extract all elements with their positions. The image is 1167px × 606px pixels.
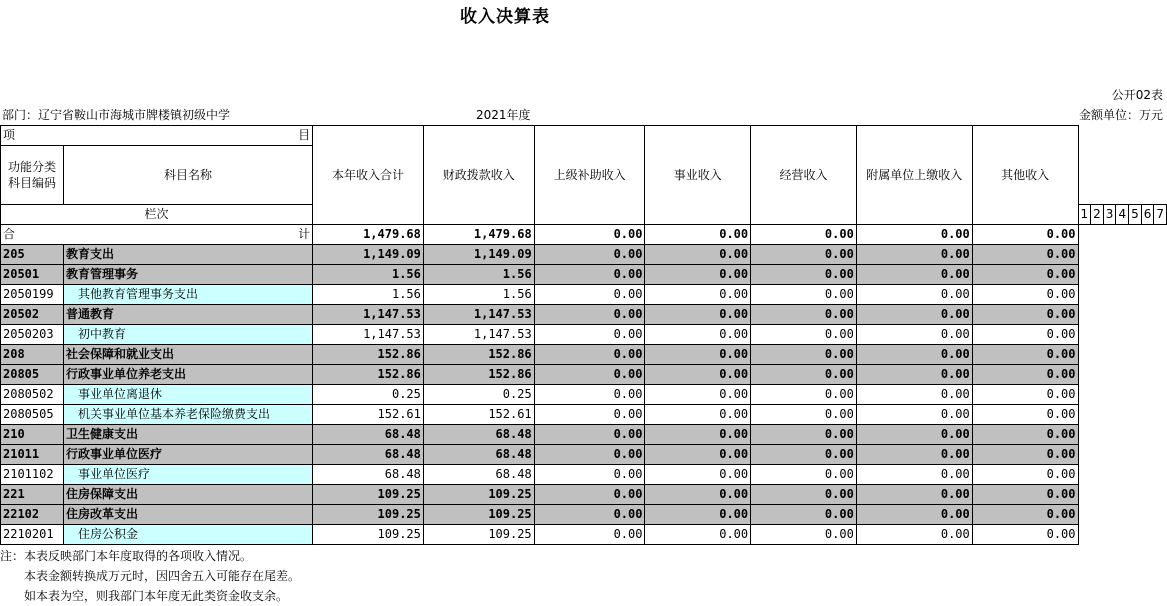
amount-cell: 1.56 <box>313 285 424 305</box>
amount-cell: 0.00 <box>534 245 645 265</box>
amount-cell: 0.00 <box>972 285 1078 305</box>
amount-cell: 0.00 <box>751 265 857 285</box>
amount-cell: 0.00 <box>856 365 972 385</box>
amount-cell: 0.00 <box>972 245 1078 265</box>
total-value: 0.00 <box>645 225 751 245</box>
subject-name: 卫生健康支出 <box>63 425 312 445</box>
amount-cell: 0.00 <box>645 525 751 545</box>
table-row <box>1 405 1167 425</box>
amount-cell: 0.00 <box>645 365 751 385</box>
subject-code: 221 <box>1 485 64 505</box>
amount-cell: 0.00 <box>534 505 645 525</box>
amount-cell: 0.00 <box>972 485 1078 505</box>
subject-name: 住房改革支出 <box>63 505 312 525</box>
table-number: 公开02表 <box>1111 88 1163 102</box>
total-ji: 计 <box>298 227 311 241</box>
subject-name: 社会保障和就业支出 <box>63 345 312 365</box>
subject-code: 20805 <box>1 365 64 385</box>
footnotes <box>0 546 300 606</box>
amount-cell: 0.00 <box>645 305 751 325</box>
amount-cell: 0.00 <box>751 465 857 485</box>
amount-cell: 0.00 <box>645 465 751 485</box>
table-row <box>1 345 1167 365</box>
amount-cell: 1,147.53 <box>313 325 424 345</box>
amount-cell: 0.00 <box>645 245 751 265</box>
amount-cell: 0.00 <box>972 445 1078 465</box>
amount-cell: 0.00 <box>972 425 1078 445</box>
amount-cell: 0.00 <box>534 285 645 305</box>
subject-name: 事业单位医疗 <box>63 465 312 485</box>
footnote: 注：本表反映部门本年度取得的各项收入情况。 <box>0 549 253 563</box>
amount-cell: 0.00 <box>856 285 972 305</box>
amount-cell: 0.00 <box>751 325 857 345</box>
subject-name: 其他教育管理事务支出 <box>63 285 312 305</box>
subject-code: 22102 <box>1 505 64 525</box>
amount-cell: 68.48 <box>423 465 534 485</box>
amount-cell: 0.00 <box>856 305 972 325</box>
amount-cell: 0.00 <box>534 425 645 445</box>
amount-cell: 152.86 <box>423 365 534 385</box>
amount-cell: 0.00 <box>972 525 1078 545</box>
amount-cell: 0.00 <box>972 465 1078 485</box>
amount-cell: 0.00 <box>856 425 972 445</box>
subject-name: 普通教育 <box>63 305 312 325</box>
mu-label: 目 <box>298 128 311 142</box>
amount-cell: 0.00 <box>856 485 972 505</box>
amount-cell: 0.00 <box>856 445 972 465</box>
table-row <box>1 525 1167 545</box>
amount-cell: 1,147.53 <box>423 305 534 325</box>
amount-cell: 109.25 <box>313 525 424 545</box>
amount-cell: 0.00 <box>751 285 857 305</box>
amount-cell: 0.00 <box>534 325 645 345</box>
col-header-4: 事业收入 <box>645 126 751 225</box>
subject-code: 2080505 <box>1 405 64 425</box>
subject-name: 行政事业单位养老支出 <box>63 365 312 385</box>
amount-cell: 0.00 <box>534 525 645 545</box>
xiang-mu-header <box>1 126 313 146</box>
amount-cell: 0.00 <box>645 345 751 365</box>
table-row <box>1 425 1167 445</box>
col-header-5: 经营收入 <box>751 126 857 225</box>
amount-cell: 1.56 <box>313 265 424 285</box>
amount-cell: 0.00 <box>856 245 972 265</box>
col-header-7: 其他收入 <box>972 126 1078 225</box>
amount-cell: 1,147.53 <box>313 305 424 325</box>
col-num-2: 2 <box>1091 205 1104 225</box>
income-table <box>0 125 1167 545</box>
amount-cell: 0.00 <box>534 305 645 325</box>
table-row <box>1 385 1167 405</box>
col-header-6: 附属单位上缴收入 <box>856 126 972 225</box>
amount-cell: 68.48 <box>313 425 424 445</box>
amount-cell: 0.00 <box>751 525 857 545</box>
amount-cell: 0.00 <box>856 505 972 525</box>
subject-name: 住房保障支出 <box>63 485 312 505</box>
amount-cell: 68.48 <box>423 425 534 445</box>
xiang-label: 项 <box>3 128 16 142</box>
amount-cell: 1.56 <box>423 285 534 305</box>
amount-cell: 152.86 <box>313 365 424 385</box>
amount-cell: 152.86 <box>423 345 534 365</box>
amount-cell: 0.00 <box>972 265 1078 285</box>
amount-cell: 0.00 <box>751 345 857 365</box>
amount-cell: 0.00 <box>645 485 751 505</box>
total-value: 0.00 <box>534 225 645 245</box>
amount-cell: 0.00 <box>751 245 857 265</box>
amount-cell: 0.00 <box>534 445 645 465</box>
amount-cell: 0.00 <box>645 285 751 305</box>
subject-code: 210 <box>1 425 64 445</box>
total-value: 0.00 <box>972 225 1078 245</box>
amount-cell: 1,149.09 <box>423 245 534 265</box>
amount-cell: 0.00 <box>972 405 1078 425</box>
col-num-7: 7 <box>1154 205 1167 225</box>
subject-code: 208 <box>1 345 64 365</box>
subject-code: 2210201 <box>1 525 64 545</box>
col-header-1: 本年收入合计 <box>313 126 424 225</box>
amount-cell: 0.00 <box>751 385 857 405</box>
amount-cell: 0.00 <box>751 405 857 425</box>
total-value: 1,479.68 <box>313 225 424 245</box>
total-he: 合 <box>3 227 16 241</box>
amount-cell: 0.00 <box>645 325 751 345</box>
amount-cell: 0.00 <box>972 325 1078 345</box>
total-label <box>1 225 313 245</box>
amount-cell: 0.00 <box>534 365 645 385</box>
amount-unit: 金额单位：万元 <box>1078 108 1163 122</box>
col-num-4: 4 <box>1116 205 1129 225</box>
subject-name: 初中教育 <box>63 325 312 345</box>
amount-cell: 0.00 <box>645 385 751 405</box>
footnote: 本表金额转换成万元时，因四舍五入可能存在尾差。 <box>0 569 301 583</box>
fiscal-year: 2021年度 <box>476 108 531 122</box>
department-label: 部门：辽宁省鞍山市海城市牌楼镇初级中学 <box>2 108 231 122</box>
col-num-6: 6 <box>1141 205 1154 225</box>
table-row <box>1 285 1167 305</box>
footnote: 如本表为空，则我部门本年度无此类资金收支余。 <box>0 589 289 603</box>
col-num-3: 3 <box>1103 205 1116 225</box>
amount-cell: 0.00 <box>751 425 857 445</box>
amount-cell: 0.00 <box>972 365 1078 385</box>
amount-cell: 0.00 <box>751 305 857 325</box>
subject-code: 2080502 <box>1 385 64 405</box>
amount-cell: 0.00 <box>972 305 1078 325</box>
amount-cell: 1,147.53 <box>423 325 534 345</box>
subject-name: 教育管理事务 <box>63 265 312 285</box>
subject-code: 20502 <box>1 305 64 325</box>
lanci-label: 栏次 <box>1 205 313 225</box>
total-value: 0.00 <box>751 225 857 245</box>
amount-cell: 0.00 <box>856 265 972 285</box>
amount-cell: 0.00 <box>534 405 645 425</box>
subject-code: 20501 <box>1 265 64 285</box>
code-col-header: 功能分类 科目编码 <box>1 146 64 205</box>
table-row <box>1 265 1167 285</box>
subject-code: 21011 <box>1 445 64 465</box>
subject-name: 住房公积金 <box>63 525 312 545</box>
table-row <box>1 325 1167 345</box>
amount-cell: 152.61 <box>423 405 534 425</box>
amount-cell: 109.25 <box>313 505 424 525</box>
amount-cell: 0.00 <box>751 485 857 505</box>
col-num-1: 1 <box>1078 205 1091 225</box>
col-header-3: 上级补助收入 <box>534 126 645 225</box>
col-header-2: 财政拨款收入 <box>423 126 534 225</box>
subject-code: 2050199 <box>1 285 64 305</box>
amount-cell: 0.00 <box>972 385 1078 405</box>
table-row <box>1 305 1167 325</box>
table-row <box>1 365 1167 385</box>
table-body <box>1 245 1167 545</box>
amount-cell: 0.00 <box>856 525 972 545</box>
amount-cell: 0.00 <box>856 385 972 405</box>
amount-cell: 0.00 <box>972 505 1078 525</box>
amount-cell: 0.00 <box>856 465 972 485</box>
subject-code: 2101102 <box>1 465 64 485</box>
amount-cell: 0.00 <box>645 265 751 285</box>
amount-cell: 0.00 <box>645 505 751 525</box>
amount-cell: 152.86 <box>313 345 424 365</box>
table-row <box>1 485 1167 505</box>
amount-cell: 0.00 <box>645 405 751 425</box>
name-col-header: 科目名称 <box>63 146 312 205</box>
subject-code: 2050203 <box>1 325 64 345</box>
amount-cell: 0.00 <box>645 425 751 445</box>
subject-name: 事业单位离退休 <box>63 385 312 405</box>
amount-cell: 68.48 <box>423 445 534 465</box>
report-title: 收入决算表 <box>460 7 550 27</box>
amount-cell: 0.00 <box>534 465 645 485</box>
amount-cell: 0.25 <box>313 385 424 405</box>
amount-cell: 0.00 <box>751 365 857 385</box>
amount-cell: 0.00 <box>751 505 857 525</box>
table-row <box>1 505 1167 525</box>
subject-name: 教育支出 <box>63 245 312 265</box>
amount-cell: 0.00 <box>534 485 645 505</box>
subject-name: 机关事业单位基本养老保险缴费支出 <box>63 405 312 425</box>
amount-cell: 68.48 <box>313 445 424 465</box>
amount-cell: 0.00 <box>534 345 645 365</box>
amount-cell: 0.00 <box>751 445 857 465</box>
total-value: 1,479.68 <box>423 225 534 245</box>
amount-cell: 1.56 <box>423 265 534 285</box>
amount-cell: 109.25 <box>423 525 534 545</box>
amount-cell: 0.00 <box>534 385 645 405</box>
table-row <box>1 445 1167 465</box>
amount-cell: 0.00 <box>856 325 972 345</box>
table-row <box>1 245 1167 265</box>
amount-cell: 109.25 <box>423 505 534 525</box>
amount-cell: 0.00 <box>856 405 972 425</box>
amount-cell: 0.00 <box>856 345 972 365</box>
total-value: 0.00 <box>856 225 972 245</box>
col-num-5: 5 <box>1129 205 1142 225</box>
amount-cell: 109.25 <box>423 485 534 505</box>
amount-cell: 152.61 <box>313 405 424 425</box>
amount-cell: 0.00 <box>972 345 1078 365</box>
amount-cell: 0.00 <box>534 265 645 285</box>
total-row <box>1 225 1167 245</box>
amount-cell: 1,149.09 <box>313 245 424 265</box>
amount-cell: 0.25 <box>423 385 534 405</box>
amount-cell: 0.00 <box>645 445 751 465</box>
amount-cell: 109.25 <box>313 485 424 505</box>
table-row <box>1 465 1167 485</box>
subject-name: 行政事业单位医疗 <box>63 445 312 465</box>
amount-cell: 68.48 <box>313 465 424 485</box>
subject-code: 205 <box>1 245 64 265</box>
